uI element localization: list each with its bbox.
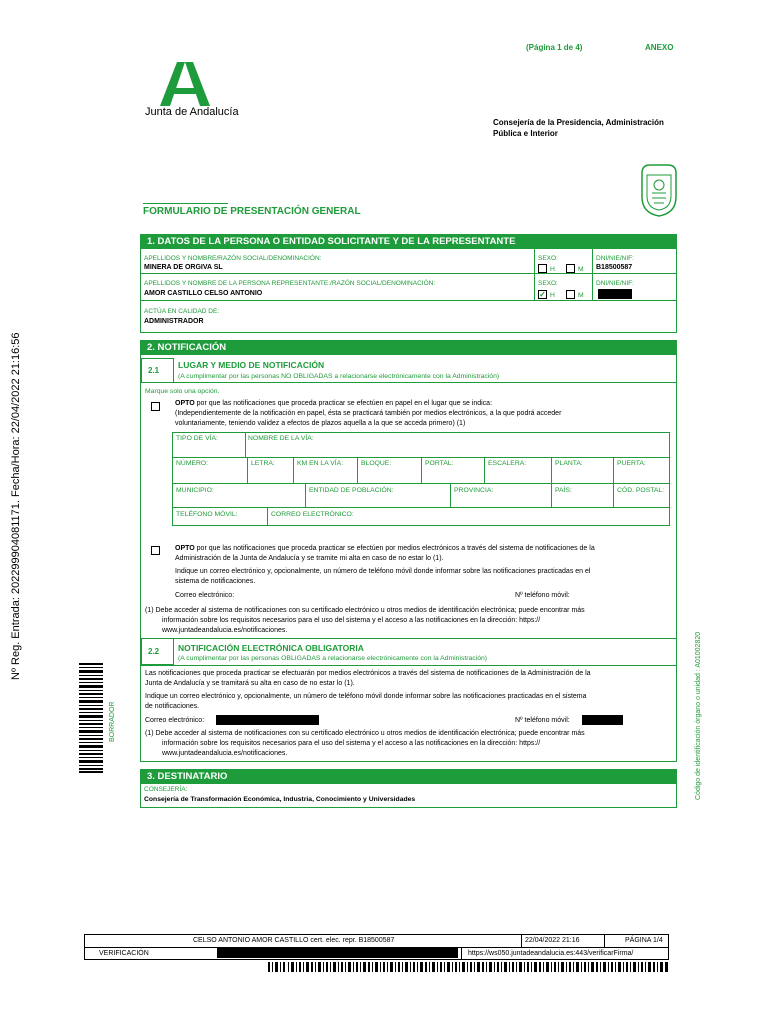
subsection-2-1-number: 2.1 — [148, 366, 160, 375]
sex-m-label: M — [578, 266, 584, 273]
dni-value: B18500587 — [596, 264, 633, 271]
electronic-option-line1: por que las notificaciones que proceda practicar se efectúen por medios electrónicos a través del sistema de notificaciones de la — [194, 545, 595, 552]
km-label: KM EN LA VÍA: — [297, 460, 344, 467]
sub2-line1: Las notificaciones que proceda practicar se efectuarán por medios electrónicos a través del sistema de notificaciones de la Administración de la — [145, 670, 591, 677]
opto-label: OPTO — [175, 400, 195, 407]
junta-andalucia-logo — [160, 62, 210, 106]
title-rule — [143, 203, 228, 204]
form-title: FORMULARIO DE PRESENTACIÓN GENERAL — [143, 206, 361, 217]
redacted-mobile — [582, 715, 623, 725]
consejeria-header — [493, 117, 664, 139]
puerta-label: PUERTA: — [617, 460, 646, 467]
portal-label: PORTAL: — [425, 460, 454, 467]
logo-text: Junta de Andalucía — [145, 106, 239, 118]
representative-label: APELLIDOS Y NOMBRE DE LA PERSONA REPRESENTANTE:/RAZÓN SOCIAL/DENOMINACIÓN: — [144, 280, 436, 287]
subsection-2-2-note: (A cumplimentar por las personas OBLIGADAS a relacionarse electrónicamente con la Administración) — [178, 655, 488, 662]
signature-footer — [84, 934, 669, 960]
rep-sex-h-label: H — [550, 292, 555, 299]
escalera-label: ESCALERA: — [488, 460, 527, 467]
applicant-name-value: MINERA DE ORGIVA SL — [144, 264, 223, 271]
coat-of-arms-seal — [638, 163, 680, 217]
footnote-2-line1: (1) Debe acceder al sistema de notificaciones con su certificado electrónico u otros medios de identificación electrónica; puede encontrar más — [145, 730, 585, 737]
acting-as-label: ACTÚA EN CALIDAD DE: — [144, 308, 220, 315]
rep-sex-h-checkbox[interactable]: ✓ — [539, 290, 546, 299]
email-label: Correo electrónico: — [175, 592, 235, 599]
letra-label: LETRA: — [251, 460, 275, 467]
sex-h-label: H — [550, 266, 555, 273]
applicant-name-label: APELLIDOS Y NOMBRE/RAZÓN SOCIAL/DENOMINACIÓN: — [144, 255, 322, 262]
acting-as-value: ADMINISTRADOR — [144, 318, 204, 325]
pais-label: PAÍS: — [555, 487, 572, 494]
subsection-2-2-title: NOTIFICACIÓN ELECTRÓNICA OBLIGATORIA — [178, 643, 364, 653]
bloque-label: BLOQUE: — [361, 460, 392, 467]
planta-label: PLANTA: — [555, 460, 583, 467]
sub2-mobile-label: Nº teléfono móvil: — [515, 717, 570, 724]
mobile-label: Nº teléfono móvil: — [515, 592, 570, 599]
verification-label: VERIFICACIÓN — [99, 950, 149, 957]
electronic-option-line3: Indique un correo electrónico y, opcionalmente, un número de teléfono móvil donde informar sobre las notificaciones practicadas en el — [175, 568, 591, 575]
rep-sex-m-label: M — [578, 292, 584, 299]
sub2-line4: de notificaciones. — [145, 703, 200, 710]
electronic-option-line2: Administración de la Junta de Andalucía y se tramite mi alta en caso de no estar lo (1). — [175, 555, 444, 562]
redacted-code — [217, 948, 458, 958]
consejeria-value: Consejería de Transformación Económica, Industria, Conocimiento y Universidades — [144, 796, 416, 803]
redacted-email — [216, 715, 319, 725]
redacted-block — [598, 289, 632, 299]
consejeria-line: Consejería de la Presidencia, Administración — [493, 118, 664, 127]
paper-option-line2: (Independientemente de la notificación en papel, ésta se practicará también por medios electrónicos, a la que podrá acceder — [175, 410, 562, 417]
signature-date: 22/04/2022 21:16 — [525, 937, 580, 944]
sub2-line3: Indique un correo electrónico y, opcionalmente, un número de teléfono móvil donde informar sobre las notificaciones practicadas en el sistema — [145, 693, 587, 700]
footnote-2-line2: información sobre los requisitos necesarios para el uso del sistema y el acceso a las notificaciones en la dirección: https:// — [162, 740, 541, 747]
registry-entry-text: Nº Reg. Entrada: 202299904081171. Fecha/Hora: 22/04/2022 21:16:56 — [10, 332, 22, 680]
dni-label: DNI/NIE/NIF: — [596, 255, 634, 262]
verification-url[interactable]: https://ws050.juntadeandalucia.es:443/verificarFirma/ — [468, 950, 634, 957]
rep-sex-m-checkbox[interactable] — [566, 290, 575, 299]
paper-option-line3: voluntariamente, teniendo validez a efectos de plazos aquella a la que se acceda primero) (1) — [175, 420, 466, 427]
consejeria-line: Pública e Interior — [493, 129, 558, 138]
sub2-email-label: Correo electrónico: — [145, 717, 205, 724]
nombre-via-label: NOMBRE DE LA VÍA: — [248, 435, 314, 442]
page-indicator: (Página 1 de 4) — [526, 43, 583, 52]
vertical-barcode — [79, 663, 103, 773]
correo-label: CORREO ELECTRÓNICO: — [271, 511, 354, 518]
section-applicant — [140, 234, 677, 333]
annex-label: ANEXO — [645, 43, 674, 52]
numero-label: NÚMERO: — [176, 460, 209, 467]
section-notification — [140, 340, 677, 762]
page-number: PÁGINA 1/4 — [625, 937, 663, 944]
signer-name: CELSO ANTONIO AMOR CASTILLO cert. elec. repr. B18500587 — [193, 937, 395, 944]
paper-option-text — [175, 399, 670, 409]
section-1-title: 1. DATOS DE LA PERSONA O ENTIDAD SOLICITANTE Y DE LA REPRESENTANTE — [141, 235, 676, 249]
footnote-1-line2: información sobre los requisitos necesarios para el uso del sistema y el acceso a las notificaciones en la dirección: https:// — [162, 617, 541, 624]
electronic-option-text — [175, 544, 675, 554]
subsection-2-1-title: LUGAR Y MEDIO DE NOTIFICACIÓN — [178, 360, 325, 370]
section-recipient — [140, 769, 677, 808]
electronic-option-line4: sistema de notificaciones. — [175, 578, 256, 585]
consejeria-label: CONSEJERÍA: — [144, 786, 188, 793]
rep-sex-label: SEXO: — [538, 280, 558, 287]
representative-value: AMOR CASTILLO CELSO ANTONIO — [144, 290, 263, 297]
section-2-title: 2. NOTIFICACIÓN — [141, 341, 676, 355]
opto-label: OPTO — [175, 545, 195, 552]
paper-option-line1: por que las notificaciones que proceda practicar se efectúen en papel en el lugar que se indica: — [194, 400, 493, 407]
sex-label: SEXO: — [538, 255, 558, 262]
footer-barcode — [268, 962, 668, 972]
electronic-notification-checkbox[interactable] — [151, 546, 160, 555]
municipio-label: MUNICIPIO: — [176, 487, 214, 494]
telefono-label: TELÉFONO MÓVIL: — [176, 511, 238, 518]
footnote-1-line1: (1) Debe acceder al sistema de notificaciones con su certificado electrónico u otros medios de identificación electrónica; puede encontrar más — [145, 607, 585, 614]
paper-notification-checkbox[interactable] — [151, 402, 160, 411]
draft-stamp: BORRADOR — [109, 701, 116, 742]
provincia-label: PROVINCIA: — [454, 487, 494, 494]
sex-h-checkbox[interactable] — [538, 264, 547, 273]
sex-m-checkbox[interactable] — [566, 264, 575, 273]
cod-postal-label: CÓD. POSTAL: — [617, 487, 665, 494]
rep-dni-label: DNI/NIE/NIF: — [596, 280, 634, 287]
subsection-2-2-number: 2.2 — [148, 647, 160, 656]
footnote-1-line3: www.juntadeandalucia.es/notificaciones. — [162, 627, 288, 634]
section-3-title: 3. DESTINATARIO — [141, 770, 676, 784]
sub2-line2: Junta de Andalucía y se tramitará su alta en caso de no estar lo (1). — [145, 680, 355, 687]
entidad-label: ENTIDAD DE POBLACIÓN: — [309, 487, 394, 494]
tipo-via-label: TIPO DE VÍA: — [176, 435, 218, 442]
select-one-option: Marque solo una opción. — [145, 388, 220, 395]
subsection-2-1-note: (A cumplimentar por las personas NO OBLIGADAS a relacionarse electrónicamente con la Administración) — [178, 373, 500, 380]
unit-code-text: Código de identificación órgano o unidad : A01002820 — [695, 631, 702, 800]
footnote-2-line3: www.juntadeandalucia.es/notificaciones. — [162, 750, 288, 757]
